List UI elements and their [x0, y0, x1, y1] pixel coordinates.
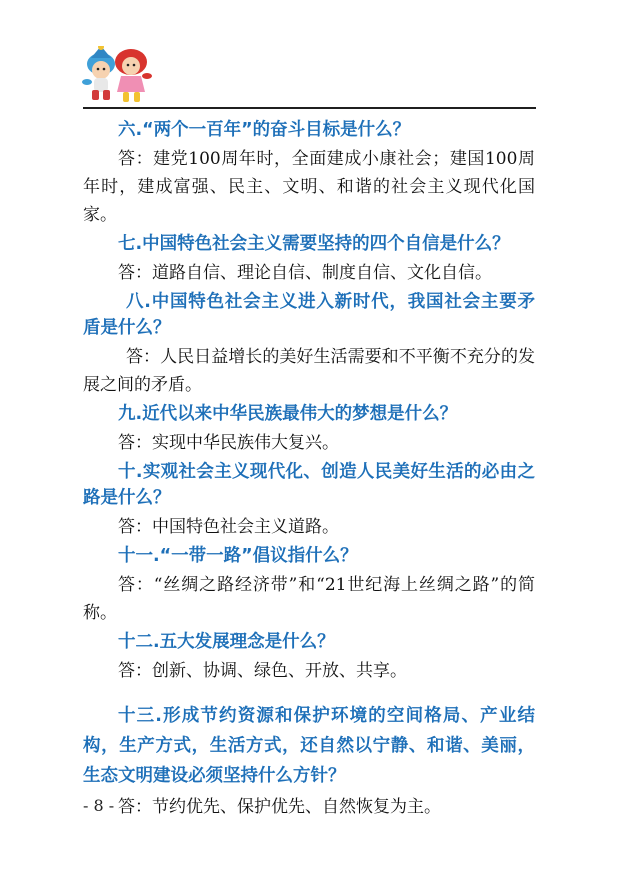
mascot-girl — [115, 49, 152, 102]
answer-8: 答：人民日益增长的美好生活需要和不平衡不充分的发展之间的矛盾。 — [83, 347, 535, 395]
question-9: 九.近代以来中华民族最伟大的梦想是什么？ — [118, 404, 458, 424]
answer-6: 答：建党100周年时，全面建成小康社会；建国100周年时，建成富强、民主、文明、和谐的社会主义现代化国家。 — [83, 149, 535, 225]
question-11: 十一.“一带一路”倡议指什么？ — [118, 546, 358, 566]
question-13: 十三.形成节约资源和保护环境的空间格局、产业结构，生产方式，生活方式，还自然以宁静、和谐、美丽，生态文明建设必须坚持什么方针？ — [83, 706, 535, 786]
question-8: 八.中国特色社会主义进入新时代，我国社会主要矛盾是什么？ — [83, 292, 535, 338]
question-7: 七.中国特色社会主义需要坚持的四个自信是什么？ — [118, 234, 510, 254]
answer-7: 答：道路自信、理论自信、制度自信、文化自信。 — [118, 263, 492, 283]
question-12: 十二.五大发展理念是什么？ — [118, 632, 335, 652]
question-6: 六.“两个一百年”的奋斗目标是什么？ — [118, 120, 411, 140]
answer-12: 答：创新、协调、绿色、开放、共享。 — [118, 661, 407, 681]
page-number: - 8 - — [83, 796, 115, 815]
question-10: 十.实观社会主义现代化、创造人民美好生活的必由之路是什么？ — [83, 462, 535, 508]
qa-content — [83, 117, 535, 821]
answer-9: 答：实现中华民族伟大复兴。 — [118, 433, 339, 453]
answer-10: 答：中国特色社会主义道路。 — [118, 517, 339, 537]
mascot-boy — [82, 46, 115, 100]
answer-13: 答：节约优先、保护优先、自然恢复为主。 — [118, 797, 441, 817]
header-rule — [83, 107, 536, 109]
mascot-logo — [77, 46, 157, 110]
answer-11: 答：“丝绸之路经济带”和“21世纪海上丝绸之路”的简称。 — [83, 575, 535, 623]
